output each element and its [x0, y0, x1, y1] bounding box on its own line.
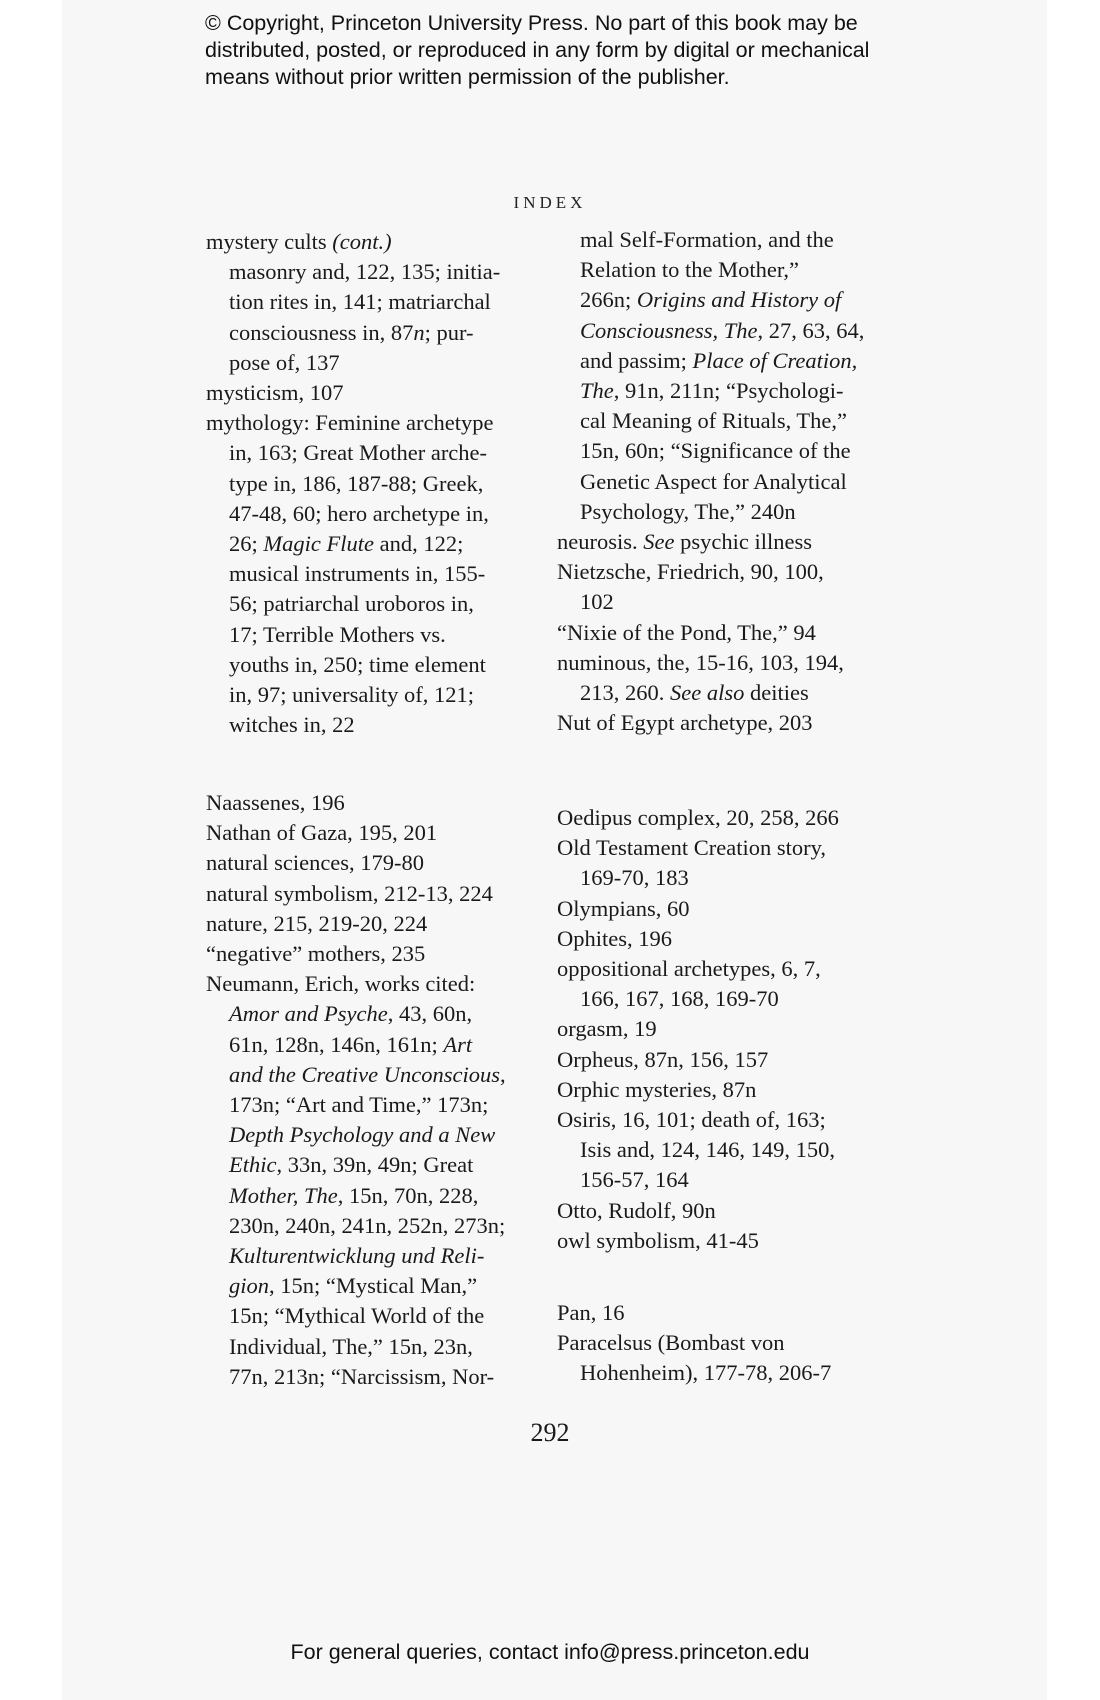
entry-text: and passim; — [580, 347, 693, 373]
entry-text: Olympians, 60 — [557, 895, 690, 921]
index-entry-line — [580, 225, 834, 255]
index-entry-line — [206, 408, 493, 438]
entry-text: cal Meaning of Rituals, The,” — [580, 408, 848, 434]
index-entry-line — [229, 1211, 505, 1241]
entry-italic-text: Origins and History of — [636, 287, 842, 313]
entry-text: Pan, 16 — [557, 1300, 625, 1325]
entry-text: psychic illness — [674, 529, 812, 554]
entry-text: Ophites, 196 — [557, 925, 672, 951]
index-entry-line — [580, 1135, 835, 1165]
entry-text: , 15n, 70n, 228, — [337, 1182, 479, 1208]
entry-italic-text: and the Creative Unconscious — [229, 1061, 500, 1087]
index-entry-line — [557, 1196, 716, 1226]
index-entry-line — [229, 1060, 506, 1090]
index-entry-line — [229, 1030, 472, 1060]
entry-italic-text: Consciousness, The — [580, 317, 758, 343]
index-entry-line — [557, 1105, 826, 1135]
entry-text: mal Self-Formation, and the — [580, 227, 834, 252]
entry-text: Isis and, 124, 146, 149, 150, — [580, 1137, 835, 1163]
entry-text: musical instruments in, 155- — [229, 561, 486, 587]
entry-text: “negative” mothers, 235 — [206, 941, 426, 966]
index-entry-line — [580, 406, 847, 436]
entry-text: natural symbolism, 212-13, 224 — [206, 880, 493, 906]
entry-text: Oedipus complex, 20, 258, 266 — [557, 805, 839, 830]
index-entry-line — [557, 527, 812, 557]
index-entry-line — [580, 1165, 689, 1195]
entry-text: mystery cults — [206, 229, 333, 254]
entry-text: Hohenheim), 177-78, 206-7 — [580, 1360, 832, 1386]
entry-text: youths in, 250; time element — [229, 651, 486, 677]
entry-italic-text: Ethic — [229, 1152, 277, 1178]
index-entry-line — [229, 257, 500, 287]
entry-text: pose of, 137 — [229, 349, 340, 375]
index-entry-line — [229, 1181, 478, 1211]
entry-italic-text: (cont.) — [332, 229, 392, 254]
entry-text: Relation to the Mother,” — [580, 257, 800, 283]
entry-italic-text: Magic Flute — [263, 531, 374, 556]
entry-text: nature, 215, 219-20, 224 — [206, 910, 428, 936]
index-entry-line — [557, 894, 690, 924]
copyright-line: means without prior written permission of the publisher. — [205, 65, 730, 89]
index-entry-line — [206, 818, 437, 848]
entry-text: Nut of Egypt archetype, 203 — [557, 710, 813, 736]
index-entry-line — [580, 497, 796, 527]
entry-text: neurosis. — [557, 529, 644, 554]
entry-italic-text: Depth Psychology and a New — [229, 1122, 496, 1148]
entry-text: 166, 167, 168, 169-70 — [580, 986, 779, 1012]
entry-text: ; pur- — [424, 319, 474, 345]
entry-text: Neumann, Erich, works cited: — [206, 971, 476, 997]
entry-text: 47-48, 60; hero archetype in, — [229, 500, 489, 526]
entry-text: 213, 260. — [580, 680, 670, 705]
index-entry-line — [229, 620, 446, 650]
index-entry-line — [580, 285, 841, 315]
index-entry-line — [229, 999, 472, 1029]
entry-text: oppositional archetypes, 6, 7, — [557, 956, 821, 981]
index-entry-line — [557, 708, 813, 738]
entry-text: 56; patriarchal uroboros in, — [229, 591, 474, 617]
index-entry-line — [557, 648, 844, 678]
entry-text: 17; Terrible Mothers vs. — [229, 621, 446, 647]
page-number: 292 — [530, 1418, 570, 1447]
index-entry-line — [229, 1241, 484, 1271]
index-entry-line — [557, 1226, 759, 1256]
entry-text: Orphic mysteries, 87n — [557, 1076, 757, 1102]
entry-text: natural sciences, 179-80 — [206, 850, 425, 876]
index-entry-line — [580, 467, 847, 497]
index-entry-line — [229, 1301, 484, 1331]
entry-italic-text: Mother, The — [229, 1182, 338, 1208]
entry-text: Nietzsche, Friedrich, 90, 100, — [557, 559, 824, 585]
entry-text: , — [500, 1061, 506, 1087]
index-entry-line — [580, 346, 857, 376]
index-entry-line — [229, 438, 487, 468]
entry-text: type in, 186, 187-88; Greek, — [229, 470, 484, 496]
entry-italic-text: n — [413, 319, 425, 345]
index-entry-line — [557, 1328, 784, 1358]
index-entry-line — [580, 436, 851, 466]
index-entry-line — [557, 1075, 756, 1105]
entry-text: owl symbolism, 41-45 — [557, 1227, 759, 1253]
index-entry-line — [229, 650, 486, 680]
copyright-line: distributed, posted, or reproduced in any form by digital or mechanical — [205, 38, 870, 62]
entry-text: in, 97; universality of, 121; — [229, 682, 474, 707]
index-entry-line — [229, 1332, 473, 1362]
index-entry-line — [557, 1045, 768, 1075]
index-entry-line — [580, 863, 689, 893]
index-entry-line — [229, 287, 491, 317]
index-entry-line — [229, 680, 474, 710]
copyright-notice — [205, 10, 925, 91]
index-entry-line — [557, 1014, 657, 1044]
entry-text: 26; — [229, 531, 264, 556]
index-entry-line — [229, 499, 489, 529]
entry-text: 230n, 240n, 241n, 252n, 273n; — [229, 1212, 506, 1238]
entry-text: , 91n, 211n; “Psychologi- — [613, 378, 844, 403]
entry-italic-text: See also — [670, 680, 745, 705]
entry-text: , 15n; “Mystical Man,” — [269, 1273, 478, 1299]
entry-text: “Nixie of the Pond, The,” 94 — [557, 619, 816, 645]
index-entry-line — [557, 833, 826, 863]
index-entry-line — [557, 803, 839, 833]
index-entry-line — [229, 1150, 473, 1180]
entry-text: consciousness in, 87 — [229, 319, 414, 345]
entry-text: , 27, 63, 64, — [757, 317, 865, 343]
index-entry-line — [580, 1358, 831, 1388]
index-entry-line — [580, 678, 809, 708]
entry-text: and, 122; — [373, 531, 464, 556]
entry-text: 156-57, 164 — [580, 1167, 689, 1193]
entry-italic-text: Art — [443, 1031, 473, 1057]
entry-text: 61n, 128n, 146n, 161n; — [229, 1031, 444, 1057]
index-entry-line — [557, 618, 816, 648]
entry-italic-text: gion — [229, 1273, 270, 1299]
index-entry-line — [206, 378, 344, 408]
entry-italic-text: Kulturentwicklung und Reli- — [229, 1243, 485, 1268]
entry-italic-text: See — [643, 529, 675, 554]
entry-text: mythology: Feminine archetype — [206, 410, 494, 436]
entry-text: Old Testament Creation story, — [557, 835, 827, 861]
index-entry-line — [229, 348, 340, 378]
copyright-line: © Copyright, Princeton University Press. No part of this book may be — [205, 11, 858, 35]
entry-text: 15n; “Mythical World of the — [229, 1303, 485, 1329]
entry-text: Naassenes, 196 — [206, 790, 345, 815]
index-entry-line — [229, 318, 474, 348]
entry-text: mysticism, 107 — [206, 380, 344, 405]
index-entry-line — [206, 788, 345, 818]
entry-text: masonry and, 122, 135; initia- — [229, 259, 501, 285]
entry-text: 102 — [580, 589, 614, 615]
index-entry-line — [229, 1120, 495, 1150]
entry-text: 266n; — [580, 287, 637, 313]
entry-text: deities — [744, 680, 809, 705]
entry-text: 173n; “Art and Time,” 173n; — [229, 1092, 489, 1117]
index-entry-line — [229, 1362, 494, 1392]
index-entry-line — [229, 559, 485, 589]
entry-italic-text: Amor and Psyche — [229, 1001, 388, 1027]
entry-text: tion rites in, 141; matriarchal — [229, 289, 491, 315]
index-entry-line — [557, 954, 821, 984]
entry-text: Nathan of Gaza, 195, 201 — [206, 820, 438, 846]
entry-text: in, 163; Great Mother arche- — [229, 440, 488, 466]
entry-text: orgasm, 19 — [557, 1016, 657, 1042]
index-entry-line — [580, 376, 844, 406]
entry-italic-text: Place of Creation, — [692, 347, 858, 373]
entry-text: Osiris, 16, 101; death of, 163; — [557, 1107, 826, 1132]
entry-text: 15n, 60n; “Significance of the — [580, 438, 851, 464]
index-entry-line — [229, 1271, 477, 1301]
index-entry-line — [206, 879, 493, 909]
entry-text: Orpheus, 87n, 156, 157 — [557, 1046, 769, 1072]
index-entry-line — [557, 924, 672, 954]
index-entry-line — [229, 469, 483, 499]
index-entry-line — [206, 969, 475, 999]
index-entry-line — [229, 1090, 488, 1120]
index-entry-line — [580, 587, 614, 617]
entry-text: Individual, The,” 15n, 23n, — [229, 1333, 473, 1359]
index-entry-line — [206, 909, 427, 939]
index-entry-line — [557, 557, 824, 587]
index-entry-line — [580, 255, 799, 285]
entry-italic-text: The — [580, 378, 614, 403]
entry-text: Genetic Aspect for Analytical — [580, 468, 847, 494]
entry-text: 169-70, 183 — [580, 865, 689, 891]
entry-text: 77n, 213n; “Narcissism, Nor- — [229, 1363, 495, 1389]
entry-text: numinous, the, 15-16, 103, 194, — [557, 649, 844, 675]
index-entry-line — [557, 1298, 625, 1328]
index-entry-line — [580, 984, 779, 1014]
running-head: INDEX — [513, 193, 587, 212]
entry-text: Otto, Rudolf, 90n — [557, 1197, 716, 1223]
index-entry-line — [229, 710, 355, 740]
index-entry-line — [206, 848, 424, 878]
index-entry-line — [229, 589, 474, 619]
entry-text: witches in, 22 — [229, 712, 355, 738]
entry-text: , 43, 60n, — [387, 1001, 473, 1027]
index-entry-line — [229, 529, 463, 559]
index-entry-line — [580, 316, 864, 346]
index-entry-line — [206, 939, 425, 969]
entry-text: Paracelsus (Bombast von — [557, 1330, 785, 1356]
footer-contact: For general queries, contact info@press.princeton.edu — [290, 1640, 810, 1664]
index-entry-line — [206, 227, 392, 257]
entry-text: , 33n, 39n, 49n; Great — [276, 1152, 474, 1178]
entry-text: Psychology, The,” 240n — [580, 498, 796, 524]
